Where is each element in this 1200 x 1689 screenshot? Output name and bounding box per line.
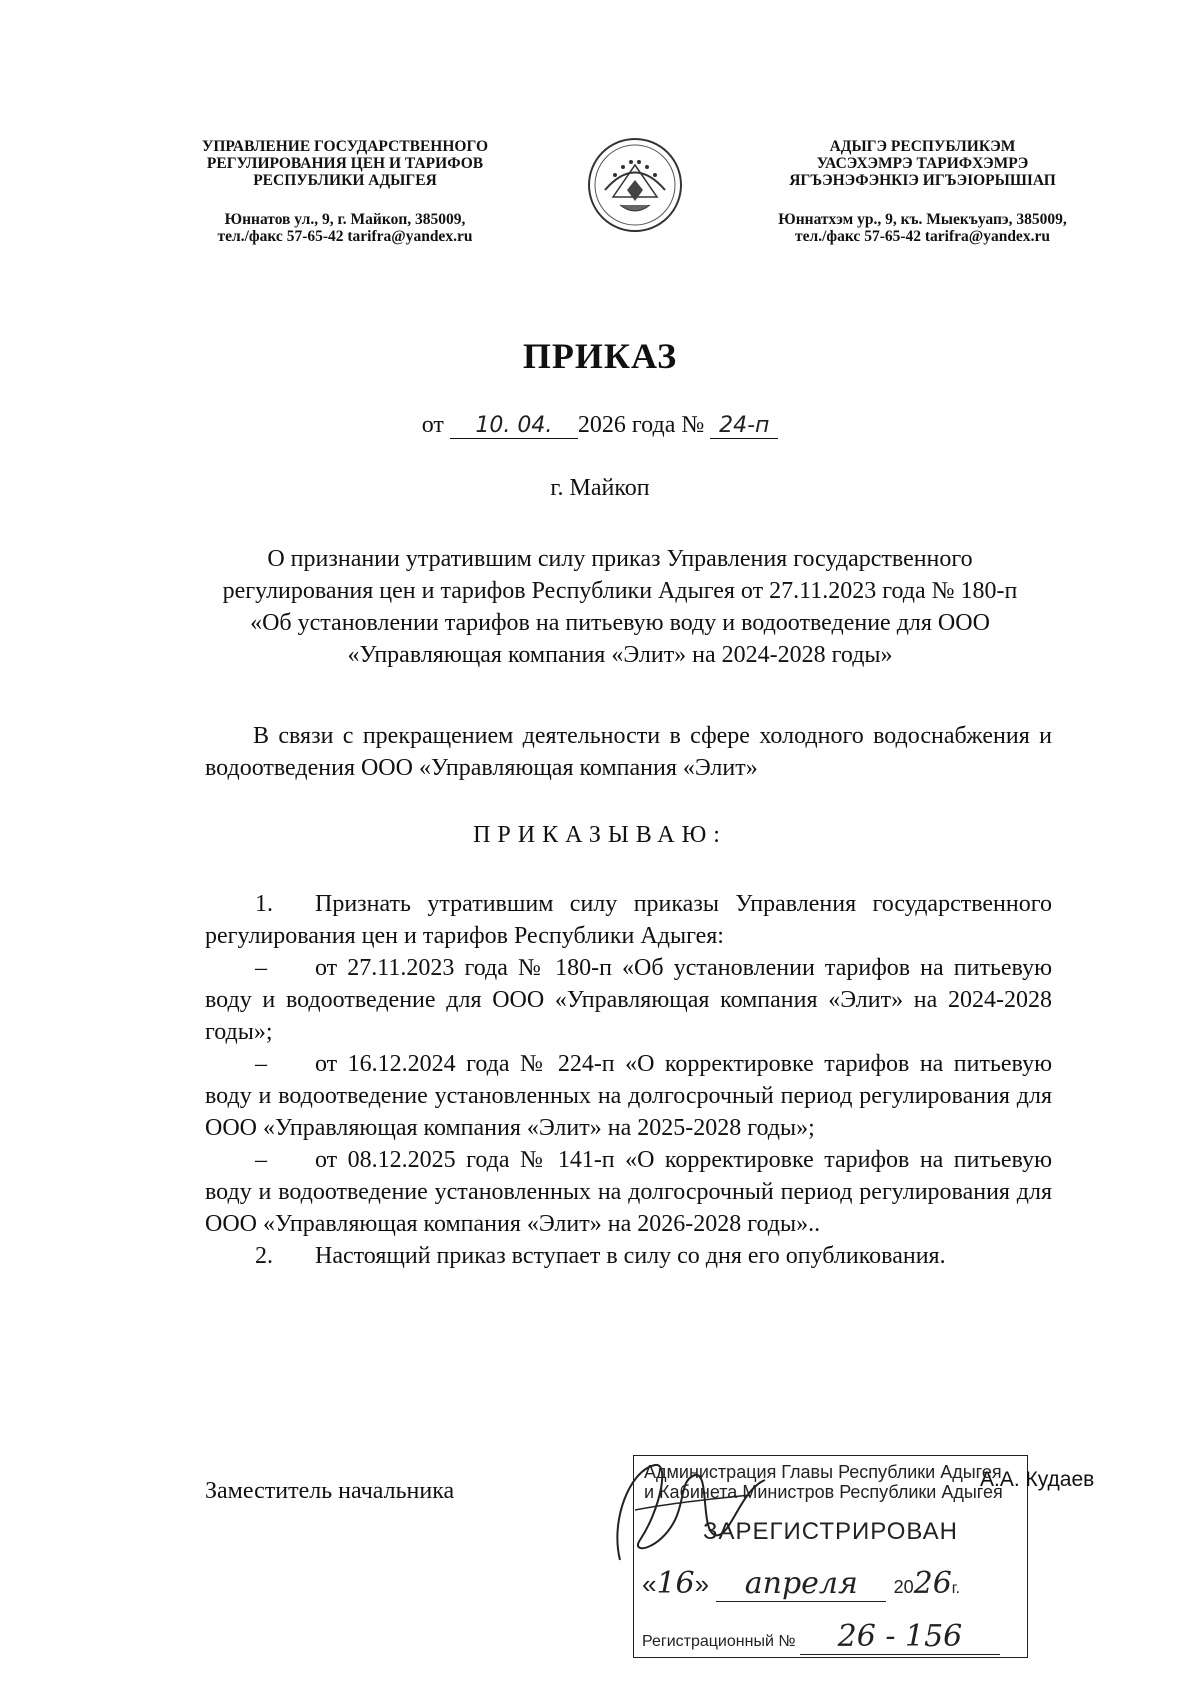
city: г. Майкоп xyxy=(550,475,650,501)
signatory-name: А.А. Кудаев xyxy=(980,1468,1095,1491)
stamp-month: апреля xyxy=(716,1566,886,1602)
order-heading: ПРИКАЗЫВАЮ: xyxy=(473,822,727,848)
item-dash: – xyxy=(255,1051,267,1077)
header-left-contacts: тел./факс 57-65-42 tarifra@yandex.ru xyxy=(217,228,473,245)
date-handwritten: 10. 04. xyxy=(450,413,578,439)
intro-paragraph: В связи с прекращением деятельности в сфере холодного водоснабжения и водоотведения ООО «Управляющая компания «Элит» xyxy=(205,723,1052,781)
registration-stamp xyxy=(633,1455,1028,1658)
stamp-reg xyxy=(642,1619,1000,1655)
item-text: от 16.12.2024 года № 224-п «О корректировке тарифов на питьевую воду и водоотведение установленных на долгосрочный период регулирования для ООО «Управляющая компания «Элит» на 2025-2028 годы»; xyxy=(205,1051,1052,1141)
list-item xyxy=(205,888,1052,952)
item-number: 1. xyxy=(255,891,273,917)
stamp-date: «16» апреля 2026г. xyxy=(642,1566,961,1601)
document-title: ПРИКАЗ xyxy=(522,336,678,376)
order-number-handwritten: 24-п xyxy=(710,413,778,439)
stamp-org-line1: Администрация Главы Республики Адыгея xyxy=(644,1462,1002,1482)
coat-of-arms-icon xyxy=(585,135,685,235)
header-right xyxy=(735,138,1110,245)
item-number: 2. xyxy=(255,1243,273,1269)
signatory-position: Заместитель начальника xyxy=(205,1478,455,1504)
header-left xyxy=(160,138,530,245)
header-right-line2: УАСЭХЭМРЭ ТАРИФХЭМРЭ xyxy=(816,155,1029,172)
stamp-org xyxy=(644,1462,1003,1502)
list-item xyxy=(205,1144,1052,1240)
header-left-line3: РЕСПУБЛИКИ АДЫГЕЯ xyxy=(253,172,437,189)
header-right-address: Юннатхэм ур., 9, къ. Мыекъуапэ, 385009, xyxy=(778,211,1067,228)
list-item xyxy=(205,952,1052,1048)
item-text: Настоящий приказ вступает в силу со дня его опубликования. xyxy=(315,1243,946,1269)
stamp-year-suffix: 26 xyxy=(913,1566,952,1601)
stamp-year-prefix: 20 xyxy=(893,1577,914,1597)
date-year-text: 2026 года № xyxy=(577,412,705,438)
date-prefix: от xyxy=(421,412,444,438)
stamp-day: 16 xyxy=(656,1566,695,1601)
item-text: Признать утратившим силу приказы Управления государственного регулирования цен и тарифов Республики Адыгея: xyxy=(205,891,1052,949)
order-body xyxy=(205,888,1052,1272)
header-left-address: Юннатов ул., 9, г. Майкоп, 385009, xyxy=(224,211,466,228)
stamp-reg-number: 26 - 156 xyxy=(800,1619,1000,1655)
date-line xyxy=(0,412,1200,439)
document-subject: О признании утратившим силу приказ Управления государственного регулирования цен и тарифов Республики Адыгея от 27.11.2023 года № 180-п «Об установлении тарифов на питьевую воду и водоотведение для ООО «Управляющая компания «Элит» на 2024-2028 годы» xyxy=(222,546,1018,668)
stamp-registered: ЗАРЕГИСТРИРОВАН xyxy=(703,1518,958,1545)
item-dash: – xyxy=(255,1147,267,1173)
item-text: от 08.12.2025 года № 141-п «О корректировке тарифов на питьевую воду и водоотведение установленных на долгосрочный период регулирования для ООО «Управляющая компания «Элит» на 2026-2028 годы».. xyxy=(205,1147,1052,1237)
stamp-year-unit: г. xyxy=(951,1580,961,1597)
header-left-line2: РЕГУЛИРОВАНИЯ ЦЕН И ТАРИФОВ xyxy=(206,155,484,172)
header-right-line1: АДЫГЭ РЕСПУБЛИКЭМ xyxy=(829,138,1016,155)
list-item xyxy=(205,1240,1052,1272)
header-right-contacts: тел./факс 57-65-42 tarifra@yandex.ru xyxy=(795,228,1050,245)
item-text: от 27.11.2023 года № 180-п «Об установлении тарифов на питьевую воду и водоотведение для ООО «Управляющая компания «Элит» на 2024-2028 годы»; xyxy=(205,955,1052,1045)
header-left-line1: УПРАВЛЕНИЕ ГОСУДАРСТВЕННОГО xyxy=(201,138,489,155)
list-item xyxy=(205,1048,1052,1144)
header-right-line3: ЯГЪЭНЭФЭНКIЭ ИГЪЭIОРЫШIАП xyxy=(789,172,1056,189)
stamp-org-line2: и Кабинета Министров Республики Адыгея xyxy=(644,1482,1003,1502)
stamp-reg-label: Регистрационный № xyxy=(642,1633,796,1650)
item-dash: – xyxy=(255,955,267,981)
